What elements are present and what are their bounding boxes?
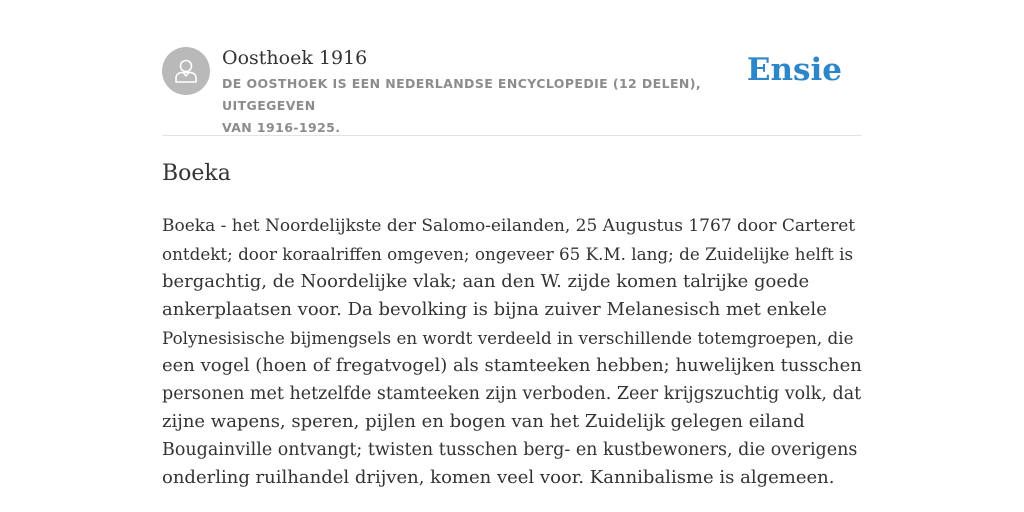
page: [162, 0, 862, 488]
entry-body-line: bergachtig, de Noordelijke vlak; aan den W. zijde komen talrijke goede: [162, 271, 810, 292]
entry-body-line: zijne wapens, speren, pijlen en bogen van het Zuidelijk gelegen eiland: [162, 411, 805, 432]
source-description: [222, 73, 762, 139]
source-title[interactable]: Oosthoek 1916: [222, 47, 368, 69]
entry-body-line: ankerplaatsen voor. Da bevolking is bijna zuiver Melanesisch met enkele: [162, 299, 827, 320]
entry-title: Boeka: [162, 161, 231, 186]
entry-body-line: ontdekt; door koraalriffen omgeven; ongeveer 65 K.M. lang; de Zuidelijke helft is: [162, 244, 854, 264]
source-description-line: DE OOSTHOEK IS EEN NEDERLANDSE ENCYCLOPEDIE (12 DELEN), UITGEGEVEN: [222, 76, 702, 113]
source-description-line: VAN 1916-1925.: [222, 120, 341, 135]
avatar[interactable]: [162, 47, 210, 95]
entry-body-line: onderling ruilhandel drijven, komen veel voor. Kannibalisme is algemeen.: [162, 467, 835, 488]
entry-body-line: Polynesisische bijmengsels en wordt verdeeld in verschillende totemgroepen, die: [162, 328, 854, 348]
entry-body: [162, 212, 862, 492]
user-silhouette-icon: [171, 56, 201, 86]
entry-body-line: Boeka - het Noordelijkste der Salomo-eilanden, 25 Augustus 1767 door Carteret: [162, 216, 856, 236]
brand-logo[interactable]: Ensie: [746, 52, 842, 88]
entry-body-line: een vogel (hoen of fregatvogel) als stamteeken hebben; huwelijken tusschen: [162, 355, 862, 376]
entry-body-line: Bougainville ontvangt; twisten tusschen berg- en kustbewoners, die overigens: [162, 440, 858, 460]
entry-body-line: personen met hetzelfde stamteeken zijn verboden. Zeer krijgszuchtig volk, dat: [162, 384, 862, 404]
source-header: [162, 0, 862, 136]
